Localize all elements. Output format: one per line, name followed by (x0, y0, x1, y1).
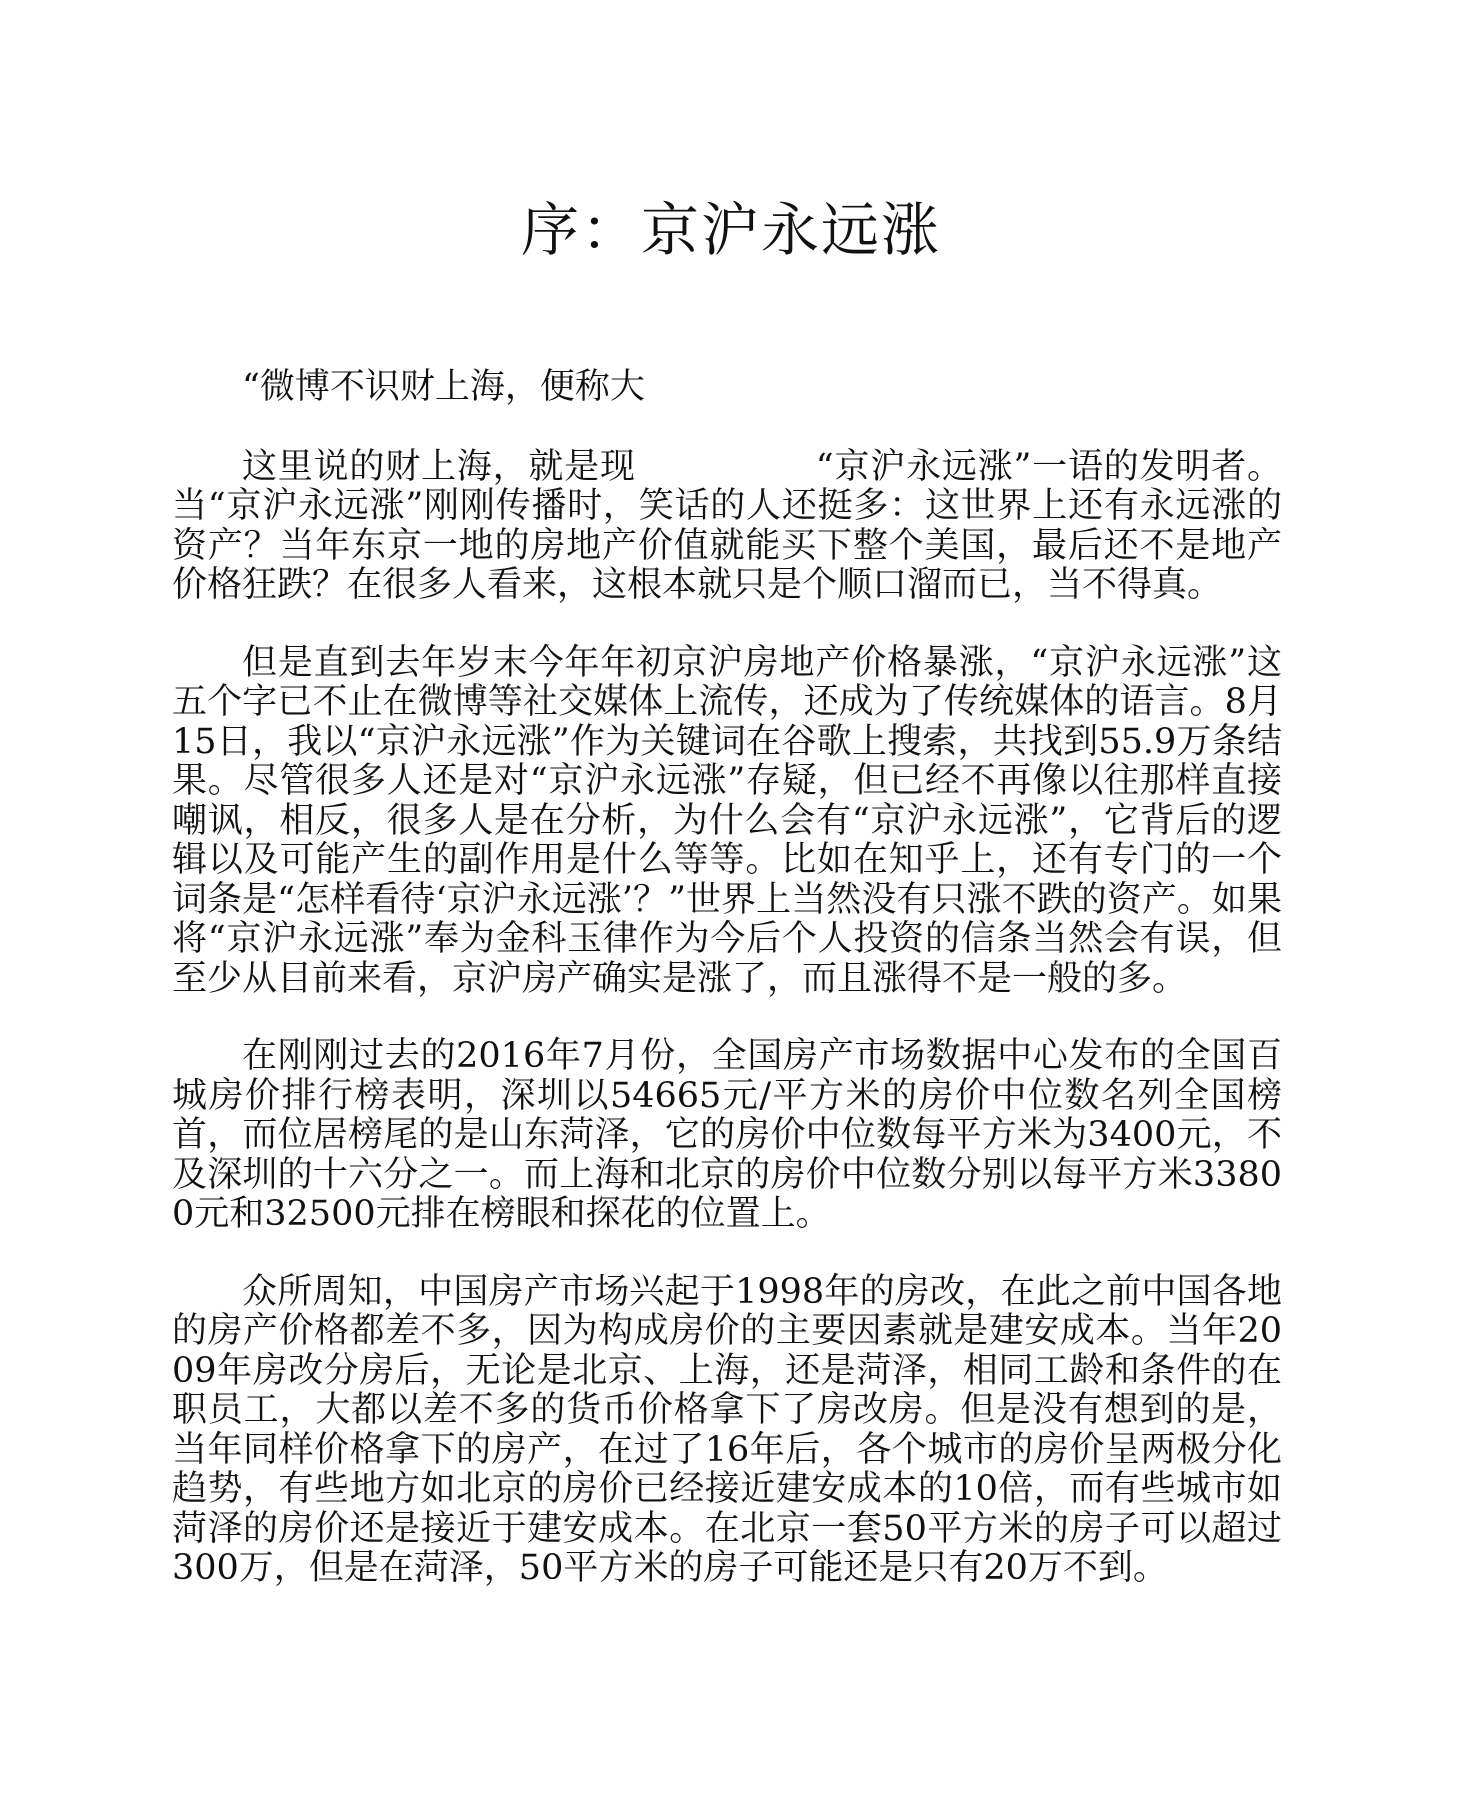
paragraph-2-text-start: 这里说的财上海，就是现 (242, 446, 636, 487)
paragraph-2 (172, 448, 1282, 606)
page-title: 序：京沪永远涨 (520, 196, 941, 264)
paragraph-5: 众所周知，中国房产市场兴起于1998年的房改，在此之前中国各地的房产价格都差不多，因为构成房价的主要因素就是建安成本。当年2009年房改分房后，无论是北京、上海，还是菏泽，相同工龄和条件的在职员工，大都以差不多的货币价格拿下了房改房。但是没有想到的是，当年同样价格拿下的房产，在过了16年后，各个城市的房价呈两极分化趋势，有些地方如北京的房价已经接近建安成本的10倍，而有些城市如菏泽的房价还是接近于建安成本。在北京一套50平方米的房子可以超过300万，但是在菏泽，50平方米的房子可能还是只有20万不到。 (172, 1271, 1282, 1588)
paragraph-3: 但是直到去年岁末今年年初京沪房地产价格暴涨，“京沪永远涨”这五个字已不止在微博等社交媒体上流传，还成为了传统媒体的语言。8月15日，我以“京沪永远涨”作为关键词在谷歌上搜索，共找到55.9万条结果。尽管很多人还是对“京沪永远涨”存疑，但已经不再像以往那样直接嘲讽，相反，很多人是在分析，为什么会有“京沪永远涨”，它背后的逻辑以及可能产生的副作用是什么等等。比如在知乎上，还有专门的一个词条是“怎样看待‘京沪永远涨’？”世界上当然没有只涨不跌的资产。如果将“京沪永远涨”奉为金科玉律作为今后个人投资的信条当然会有误，但至少从目前来看，京沪房产确实是涨了，而且涨得不是一般的多。 (172, 642, 1282, 999)
paragraph-1-text: “微博不识财上海，便称大 (242, 367, 645, 407)
document-body (172, 368, 1282, 1627)
paragraph-4: 在刚刚过去的2016年7月份，全国房产市场数据中心发布的全国百城房价排行榜表明，深圳以54665元/平方米的房价中位数名列全国榜首，而位居榜尾的是山东菏泽，它的房价中位数每平方米为3400元，不及深圳的十六分之一。而上海和北京的房价中位数分别以每平方米33800元和32500元排在榜眼和探花的位置上。 (172, 1036, 1282, 1234)
paragraph-1 (172, 368, 1282, 408)
paragraph-2-text-rest: “京沪永远涨”一语的发明者。当“京沪永远涨”刚刚传播时，笑话的人还挺多：这世界上还有永远涨的资产？当年东京一地的房地产价值就能买下整个美国，最后还不是地产价格狂跌？在很多人看来，这根本就只是个顺口溜而已，当不得真。 (172, 446, 1282, 605)
